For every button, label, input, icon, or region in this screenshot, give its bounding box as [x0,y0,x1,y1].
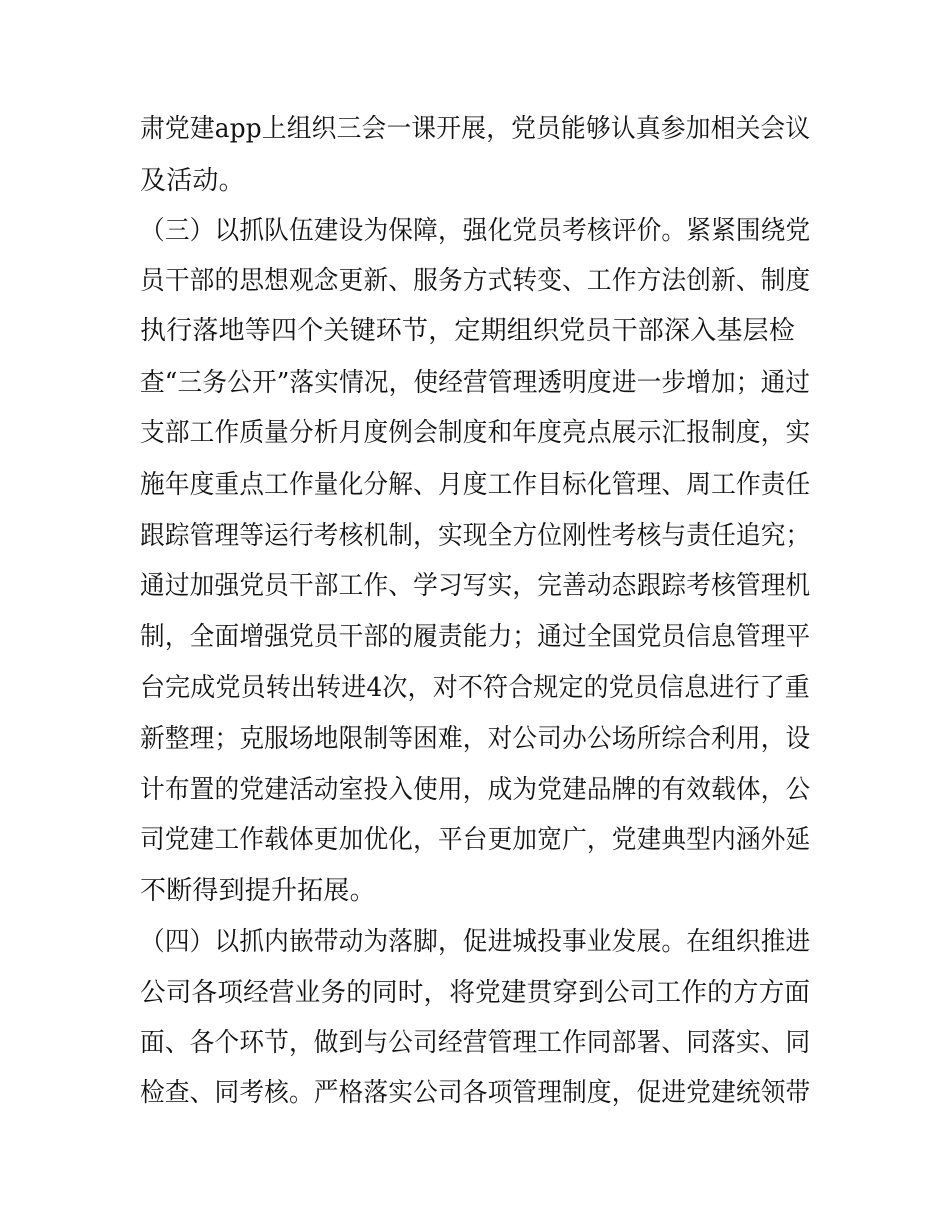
text-line: 查“三务公开”落实情况，使经营管理透明度进一步增加；通过 [140,368,811,398]
text-line: 支部工作质量分析月度例会制度和年度亮点展示汇报制度，实 [140,418,811,448]
text-line: 不断得到提升拓展。 [140,876,376,906]
text-line: 执行落地等四个关键环节，定期组织党员干部深入基层检 [140,316,796,346]
text-line: 计布置的党建活动室投入使用，成为党建品牌的有效载体，公 [140,775,811,805]
text-line: 及活动。 [140,166,245,196]
text-line: 公司各项经营业务的同时，将党建贯穿到公司工作的方方面 [140,978,811,1008]
text-line: 制，全面增强党员干部的履责能力；通过全国党员信息管理平 [140,622,811,652]
text-line: 通过加强党员干部工作、学习写实，完善动态跟踪考核管理机 [140,571,811,601]
text-line: 司党建工作载体更加优化，平台更加宽广，党建典型内涵外延 [140,825,811,855]
text-line: 检查、同考核。严格落实公司各项管理制度，促进党建统领带 [140,1078,811,1108]
text-line: （三）以抓队伍建设为保障，强化党员考核评价。紧紧围绕党 [140,216,811,246]
text-line: 新整理；克服场地限制等困难，对公司办公场所综合利用，设 [140,724,811,754]
text-line: 台完成党员转出转进4次，对不符合规定的党员信息进行了重 [140,673,810,703]
text-line: （四）以抓内嵌带动为落脚，促进城投事业发展。在组织推进 [140,927,811,957]
text-line: 施年度重点工作量化分解、月度工作目标化管理、周工作责任 [140,470,811,500]
text-line: 面、各个环节，做到与公司经营管理工作同部署、同落实、同 [140,1028,811,1058]
text-line: 员干部的思想观念更新、服务方式转变、工作方法创新、制度 [140,266,811,296]
text-line: 肃党建app上组织三会一课开展，党员能够认真参加相关会议 [140,114,811,144]
text-line: 跟踪管理等运行考核机制，实现全方位刚性考核与责任追究； [140,521,811,551]
